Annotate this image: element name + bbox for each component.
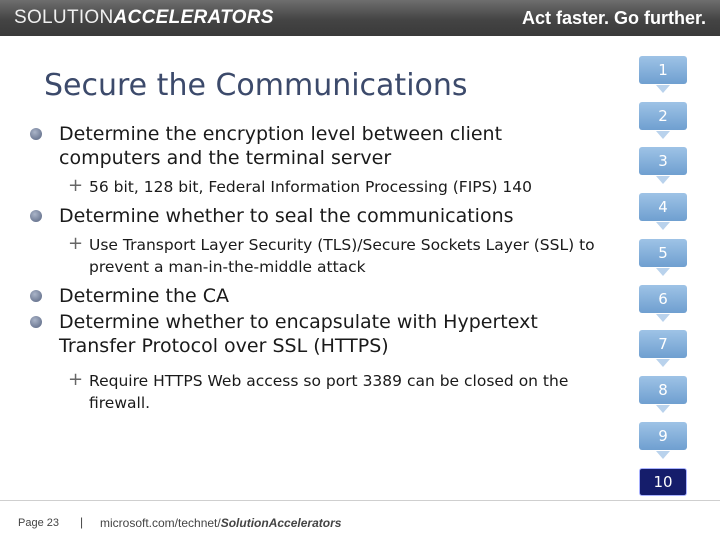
- bullet-text: Determine the encryption level between client computers and the terminal server: [59, 123, 503, 169]
- bullet-seal-communications: [30, 204, 600, 228]
- plus-icon: +: [68, 175, 84, 196]
- step-arrow-icon: [656, 176, 670, 184]
- step-arrow-icon: [656, 359, 670, 367]
- step-7[interactable]: 7: [639, 330, 687, 358]
- footer-url-part1: microsoft.com/technet/: [100, 516, 221, 530]
- step-2[interactable]: 2: [639, 102, 687, 130]
- bullet-text: Determine the CA: [59, 285, 229, 307]
- brand-logo: [14, 7, 274, 29]
- page-number: Page 23: [18, 517, 59, 529]
- step-3[interactable]: 3: [639, 147, 687, 175]
- bullet-icon: [30, 128, 42, 140]
- sub-bullet-fips: [30, 176, 600, 198]
- slide-content: [30, 122, 600, 420]
- step-5[interactable]: 5: [639, 239, 687, 267]
- plus-icon: +: [68, 369, 84, 390]
- bullet-encryption-level: [30, 122, 600, 170]
- brand-part1: SOLUTION: [14, 7, 114, 28]
- brand-part2: ACCELERATORS: [113, 7, 274, 28]
- bullet-determine-ca: [30, 284, 600, 308]
- bullet-encapsulate-https: [30, 310, 600, 358]
- step-arrow-icon: [656, 405, 670, 413]
- sub-bullet-https-port: [30, 370, 600, 414]
- sub-bullet-text: Require HTTPS Web access so port 3389 can be closed on the firewall.: [89, 372, 569, 412]
- footer: [0, 500, 720, 540]
- bullet-icon: [30, 210, 42, 222]
- step-6[interactable]: 6: [639, 285, 687, 313]
- step-9[interactable]: 9: [639, 422, 687, 450]
- footer-url-part2: SolutionAccelerators: [220, 516, 342, 530]
- bullet-icon: [30, 290, 42, 302]
- sub-bullet-tls: [30, 234, 600, 278]
- plus-icon: +: [68, 233, 84, 254]
- bullet-text: Determine whether to seal the communications: [59, 205, 514, 227]
- step-arrow-icon: [656, 268, 670, 276]
- step-arrow-icon: [656, 222, 670, 230]
- step-4[interactable]: 4: [639, 193, 687, 221]
- footer-divider: [0, 500, 720, 501]
- slide-title: Secure the Communications: [44, 68, 468, 103]
- footer-url[interactable]: [100, 516, 341, 530]
- sub-bullet-text: Use Transport Layer Security (TLS)/Secure Sockets Layer (SSL) to prevent a man-in-the-middle attack: [89, 236, 595, 276]
- step-1[interactable]: 1: [639, 56, 687, 84]
- footer-separator: |: [80, 515, 84, 529]
- step-arrow-icon: [656, 131, 670, 139]
- step-arrow-icon: [656, 85, 670, 93]
- sub-bullet-text: 56 bit, 128 bit, Federal Information Processing (FIPS) 140: [89, 178, 533, 196]
- step-arrow-icon: [656, 451, 670, 459]
- step-10-active[interactable]: 10: [639, 468, 687, 496]
- step-arrow-icon: [656, 314, 670, 322]
- bullet-text: Determine whether to encapsulate with Hypertext Transfer Protocol over SSL (HTTPS): [59, 311, 538, 357]
- bullet-icon: [30, 316, 42, 328]
- header-bar: [0, 0, 720, 36]
- step-8[interactable]: 8: [639, 376, 687, 404]
- tagline: Act faster. Go further.: [521, 8, 706, 28]
